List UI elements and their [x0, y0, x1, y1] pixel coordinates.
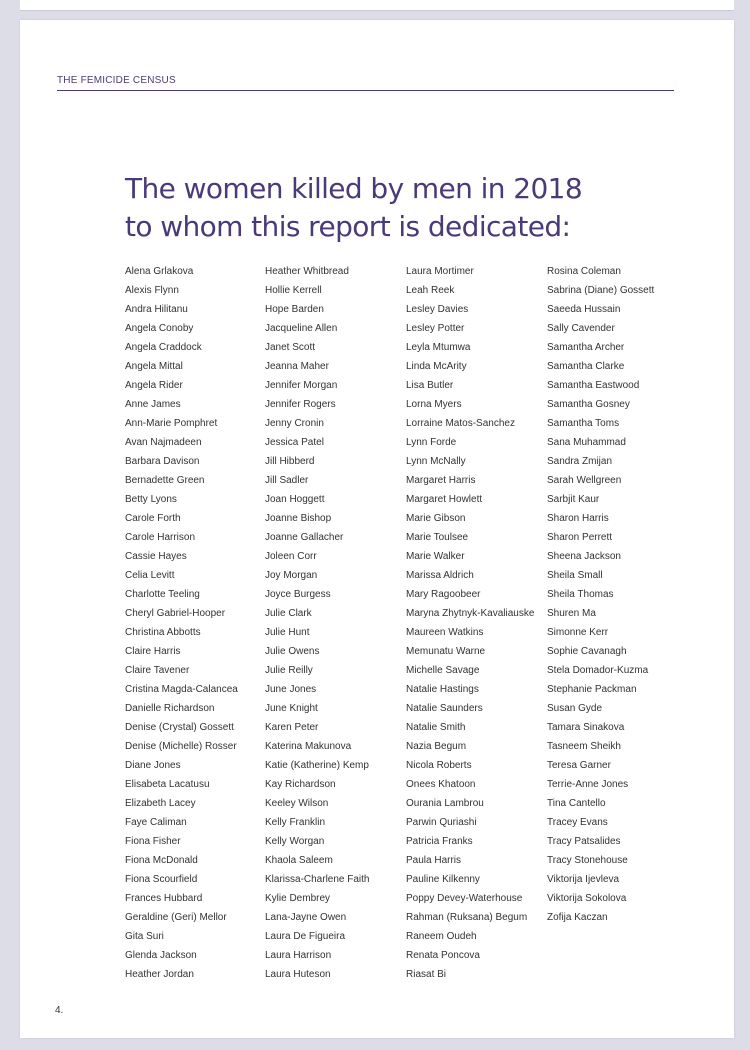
name-entry: Samantha Archer — [547, 342, 625, 353]
name-entry: Kelly Franklin — [265, 817, 326, 828]
name-entry: Heather Whitbread — [265, 266, 349, 277]
name-entry: Terrie-Anne Jones — [547, 779, 629, 790]
name-entry: Teresa Garner — [547, 760, 611, 771]
name-entry: Katerina Makunova — [265, 741, 352, 752]
name-entry: Elizabeth Lacey — [125, 798, 196, 809]
name-entry: Avan Najmadeen — [125, 437, 202, 448]
name-entry: Sarah Wellgreen — [547, 475, 622, 486]
name-entry: Sheena Jackson — [547, 551, 621, 562]
name-entry: Tasneem Sheikh — [547, 741, 621, 752]
name-entry: Hope Barden — [265, 304, 324, 315]
name-entry: Carole Forth — [125, 513, 181, 524]
name-entry: Laura De Figueira — [265, 931, 346, 942]
name-entry: Janet Scott — [265, 342, 316, 353]
name-entry: Klarissa-Charlene Faith — [265, 874, 370, 885]
name-entry: Michelle Savage — [406, 665, 480, 676]
name-entry: Cassie Hayes — [125, 551, 187, 562]
name-entry: Sharon Harris — [547, 513, 609, 524]
name-entry: Riasat Bi — [406, 969, 447, 980]
running-header — [57, 70, 674, 91]
name-entry: Cheryl Gabriel-Hooper — [125, 608, 226, 619]
name-entry: Angela Mittal — [125, 361, 183, 372]
name-entry: Sally Cavender — [547, 323, 615, 334]
name-entry: Marissa Aldrich — [406, 570, 474, 581]
name-entry: Lynn McNally — [406, 456, 466, 467]
name-entry: Anne James — [125, 399, 181, 410]
name-entry: Pauline Kilkenny — [406, 874, 480, 885]
name-entry: Tamara Sinakova — [547, 722, 625, 733]
name-entry: Faye Caliman — [125, 817, 187, 828]
name-entry: Cristina Magda-Calancea — [125, 684, 238, 695]
previous-page-edge — [20, 0, 734, 11]
name-entry: Keeley Wilson — [265, 798, 329, 809]
name-entry: Sana Muhammad — [547, 437, 626, 448]
name-entry: Lisa Butler — [406, 380, 454, 391]
page-title — [125, 170, 645, 246]
name-entry: Sharon Perrett — [547, 532, 613, 543]
name-entry: Carole Harrison — [125, 532, 196, 543]
name-entry: Raneem Oudeh — [406, 931, 477, 942]
name-entry: Jessica Patel — [265, 437, 324, 448]
name-entry: Mary Ragoobeer — [406, 589, 481, 600]
name-entry: Jacqueline Allen — [265, 323, 338, 334]
name-entry: Memunatu Warne — [406, 646, 486, 657]
name-entry: Kelly Worgan — [265, 836, 325, 847]
name-entry: Jenny Cronin — [265, 418, 324, 429]
page-title-line-2: to whom this report is dedicated: — [125, 210, 571, 243]
name-entry: Sandra Zmijan — [547, 456, 613, 467]
name-entry: Shuren Ma — [547, 608, 596, 619]
name-entry: Kay Richardson — [265, 779, 336, 790]
page-title-line-1: The women killed by men in 2018 — [125, 172, 583, 205]
name-entry: Frances Hubbard — [125, 893, 203, 904]
name-entry: Sarbjit Kaur — [547, 494, 600, 505]
name-entry: Paula Harris — [406, 855, 462, 866]
name-entry: Tracy Patsalides — [547, 836, 621, 847]
name-entry: Joanne Gallacher — [265, 532, 344, 543]
name-entry: Margaret Howlett — [406, 494, 483, 505]
name-entry: Nicola Roberts — [406, 760, 472, 771]
name-entry: Sheila Small — [547, 570, 603, 581]
page-number: 4. — [55, 1005, 64, 1016]
document-page — [20, 20, 734, 1038]
name-entry: Leah Reek — [406, 285, 455, 296]
name-entry: Lynn Forde — [406, 437, 457, 448]
name-entry: Christina Abbotts — [125, 627, 201, 638]
names-column-1 — [125, 262, 275, 984]
name-entry: Zofija Kaczan — [547, 912, 608, 923]
name-entry: Lorna Myers — [406, 399, 462, 410]
name-entry: Angela Conoby — [125, 323, 194, 334]
name-entry: Kylie Dembrey — [265, 893, 331, 904]
name-entry: Geraldine (Geri) Mellor — [125, 912, 227, 923]
name-entry: Gita Suri — [125, 931, 164, 942]
name-entry: Laura Harrison — [265, 950, 332, 961]
name-entry: Joyce Burgess — [265, 589, 331, 600]
name-entry: Marie Walker — [406, 551, 465, 562]
name-entry: Jennifer Morgan — [265, 380, 338, 391]
name-entry: Samantha Clarke — [547, 361, 625, 372]
name-entry: Viktorija Ijevleva — [547, 874, 620, 885]
name-entry: Rahman (Ruksana) Begum — [406, 912, 528, 923]
name-entry: Lesley Potter — [406, 323, 465, 334]
name-entry: Jeanna Maher — [265, 361, 329, 372]
name-entry: Joanne Bishop — [265, 513, 332, 524]
name-entry: Linda McArity — [406, 361, 467, 372]
name-entry: Katie (Katherine) Kemp — [265, 760, 369, 771]
name-entry: Sophie Cavanagh — [547, 646, 627, 657]
name-entry: Natalie Hastings — [406, 684, 479, 695]
name-entry: Joan Hoggett — [265, 494, 325, 505]
name-entry: Lorraine Matos-Sanchez — [406, 418, 515, 429]
name-entry: Celia Levitt — [125, 570, 175, 581]
name-entry: Sabrina (Diane) Gossett — [547, 285, 655, 296]
name-entry: Saeeda Hussain — [547, 304, 621, 315]
name-entry: Joy Morgan — [265, 570, 318, 581]
name-entry: Rosina Coleman — [547, 266, 621, 277]
name-entry: Tracey Evans — [547, 817, 608, 828]
name-entry: Natalie Smith — [406, 722, 466, 733]
name-entry: Onees Khatoon — [406, 779, 476, 790]
name-entry: Denise (Michelle) Rosser — [125, 741, 237, 752]
name-entry: Samantha Eastwood — [547, 380, 640, 391]
name-entry: Patricia Franks — [406, 836, 473, 847]
name-entry: Renata Poncova — [406, 950, 480, 961]
name-entry: Julie Clark — [265, 608, 312, 619]
name-entry: Viktorija Sokolova — [547, 893, 627, 904]
name-entry: Jill Sadler — [265, 475, 309, 486]
name-entry: June Jones — [265, 684, 317, 695]
names-column-3 — [406, 262, 556, 984]
name-entry: Julie Owens — [265, 646, 320, 657]
name-entry: Tina Cantello — [547, 798, 606, 809]
name-entry: Nazia Begum — [406, 741, 467, 752]
name-entry: Lana-Jayne Owen — [265, 912, 347, 923]
name-entry: Angela Rider — [125, 380, 183, 391]
name-entry: Elisabeta Lacatusu — [125, 779, 210, 790]
name-entry: Khaola Saleem — [265, 855, 333, 866]
name-entry: Maryna Zhytnyk-Kavaliauske — [406, 608, 535, 619]
name-entry: Lesley Davies — [406, 304, 469, 315]
name-entry: Susan Gyde — [547, 703, 603, 714]
name-entry: Angela Craddock — [125, 342, 202, 353]
names-column-4 — [547, 262, 697, 927]
name-entry: Ann-Marie Pomphret — [125, 418, 218, 429]
name-entry: Fiona Fisher — [125, 836, 181, 847]
name-entry: June Knight — [265, 703, 318, 714]
name-entry: Alexis Flynn — [125, 285, 179, 296]
name-entry: Claire Tavener — [125, 665, 190, 676]
name-entry: Natalie Saunders — [406, 703, 483, 714]
name-entry: Margaret Harris — [406, 475, 476, 486]
name-entry: Jennifer Rogers — [265, 399, 336, 410]
name-entry: Fiona McDonald — [125, 855, 198, 866]
name-entry: Danielle Richardson — [125, 703, 215, 714]
name-entry: Barbara Davison — [125, 456, 200, 467]
name-entry: Laura Huteson — [265, 969, 331, 980]
name-entry: Heather Jordan — [125, 969, 194, 980]
name-entry: Jill Hibberd — [265, 456, 315, 467]
name-entry: Tracy Stonehouse — [547, 855, 628, 866]
name-entry: Hollie Kerrell — [265, 285, 322, 296]
name-entry: Denise (Crystal) Gossett — [125, 722, 234, 733]
name-entry: Stela Domador-Kuzma — [547, 665, 649, 676]
name-entry: Maureen Watkins — [406, 627, 484, 638]
name-entry: Stephanie Packman — [547, 684, 637, 695]
name-entry: Karen Peter — [265, 722, 319, 733]
name-entry: Leyla Mtumwa — [406, 342, 471, 353]
name-entry: Poppy Devey-Waterhouse — [406, 893, 523, 904]
name-entry: Sheila Thomas — [547, 589, 614, 600]
name-entry: Joleen Corr — [265, 551, 317, 562]
name-entry: Marie Toulsee — [406, 532, 469, 543]
name-entry: Alena Grlakova — [125, 266, 194, 277]
name-entry: Charlotte Teeling — [125, 589, 200, 600]
header-title: THE FEMICIDE CENSUS — [57, 75, 176, 86]
name-entry: Marie Gibson — [406, 513, 466, 524]
name-entry: Glenda Jackson — [125, 950, 197, 961]
name-entry: Laura Mortimer — [406, 266, 474, 277]
name-entry: Julie Hunt — [265, 627, 310, 638]
name-entry: Julie Reilly — [265, 665, 313, 676]
name-entry: Fiona Scourfield — [125, 874, 198, 885]
name-entry: Claire Harris — [125, 646, 181, 657]
name-entry: Parwin Quriashi — [406, 817, 477, 828]
name-entry: Andra Hilitanu — [125, 304, 188, 315]
name-entry: Samantha Gosney — [547, 399, 630, 410]
name-entry: Ourania Lambrou — [406, 798, 484, 809]
name-entry: Samantha Toms — [547, 418, 620, 429]
name-entry: Betty Lyons — [125, 494, 177, 505]
name-entry: Simonne Kerr — [547, 627, 609, 638]
name-entry: Diane Jones — [125, 760, 181, 771]
names-column-2 — [265, 262, 415, 984]
name-entry: Bernadette Green — [125, 475, 205, 486]
